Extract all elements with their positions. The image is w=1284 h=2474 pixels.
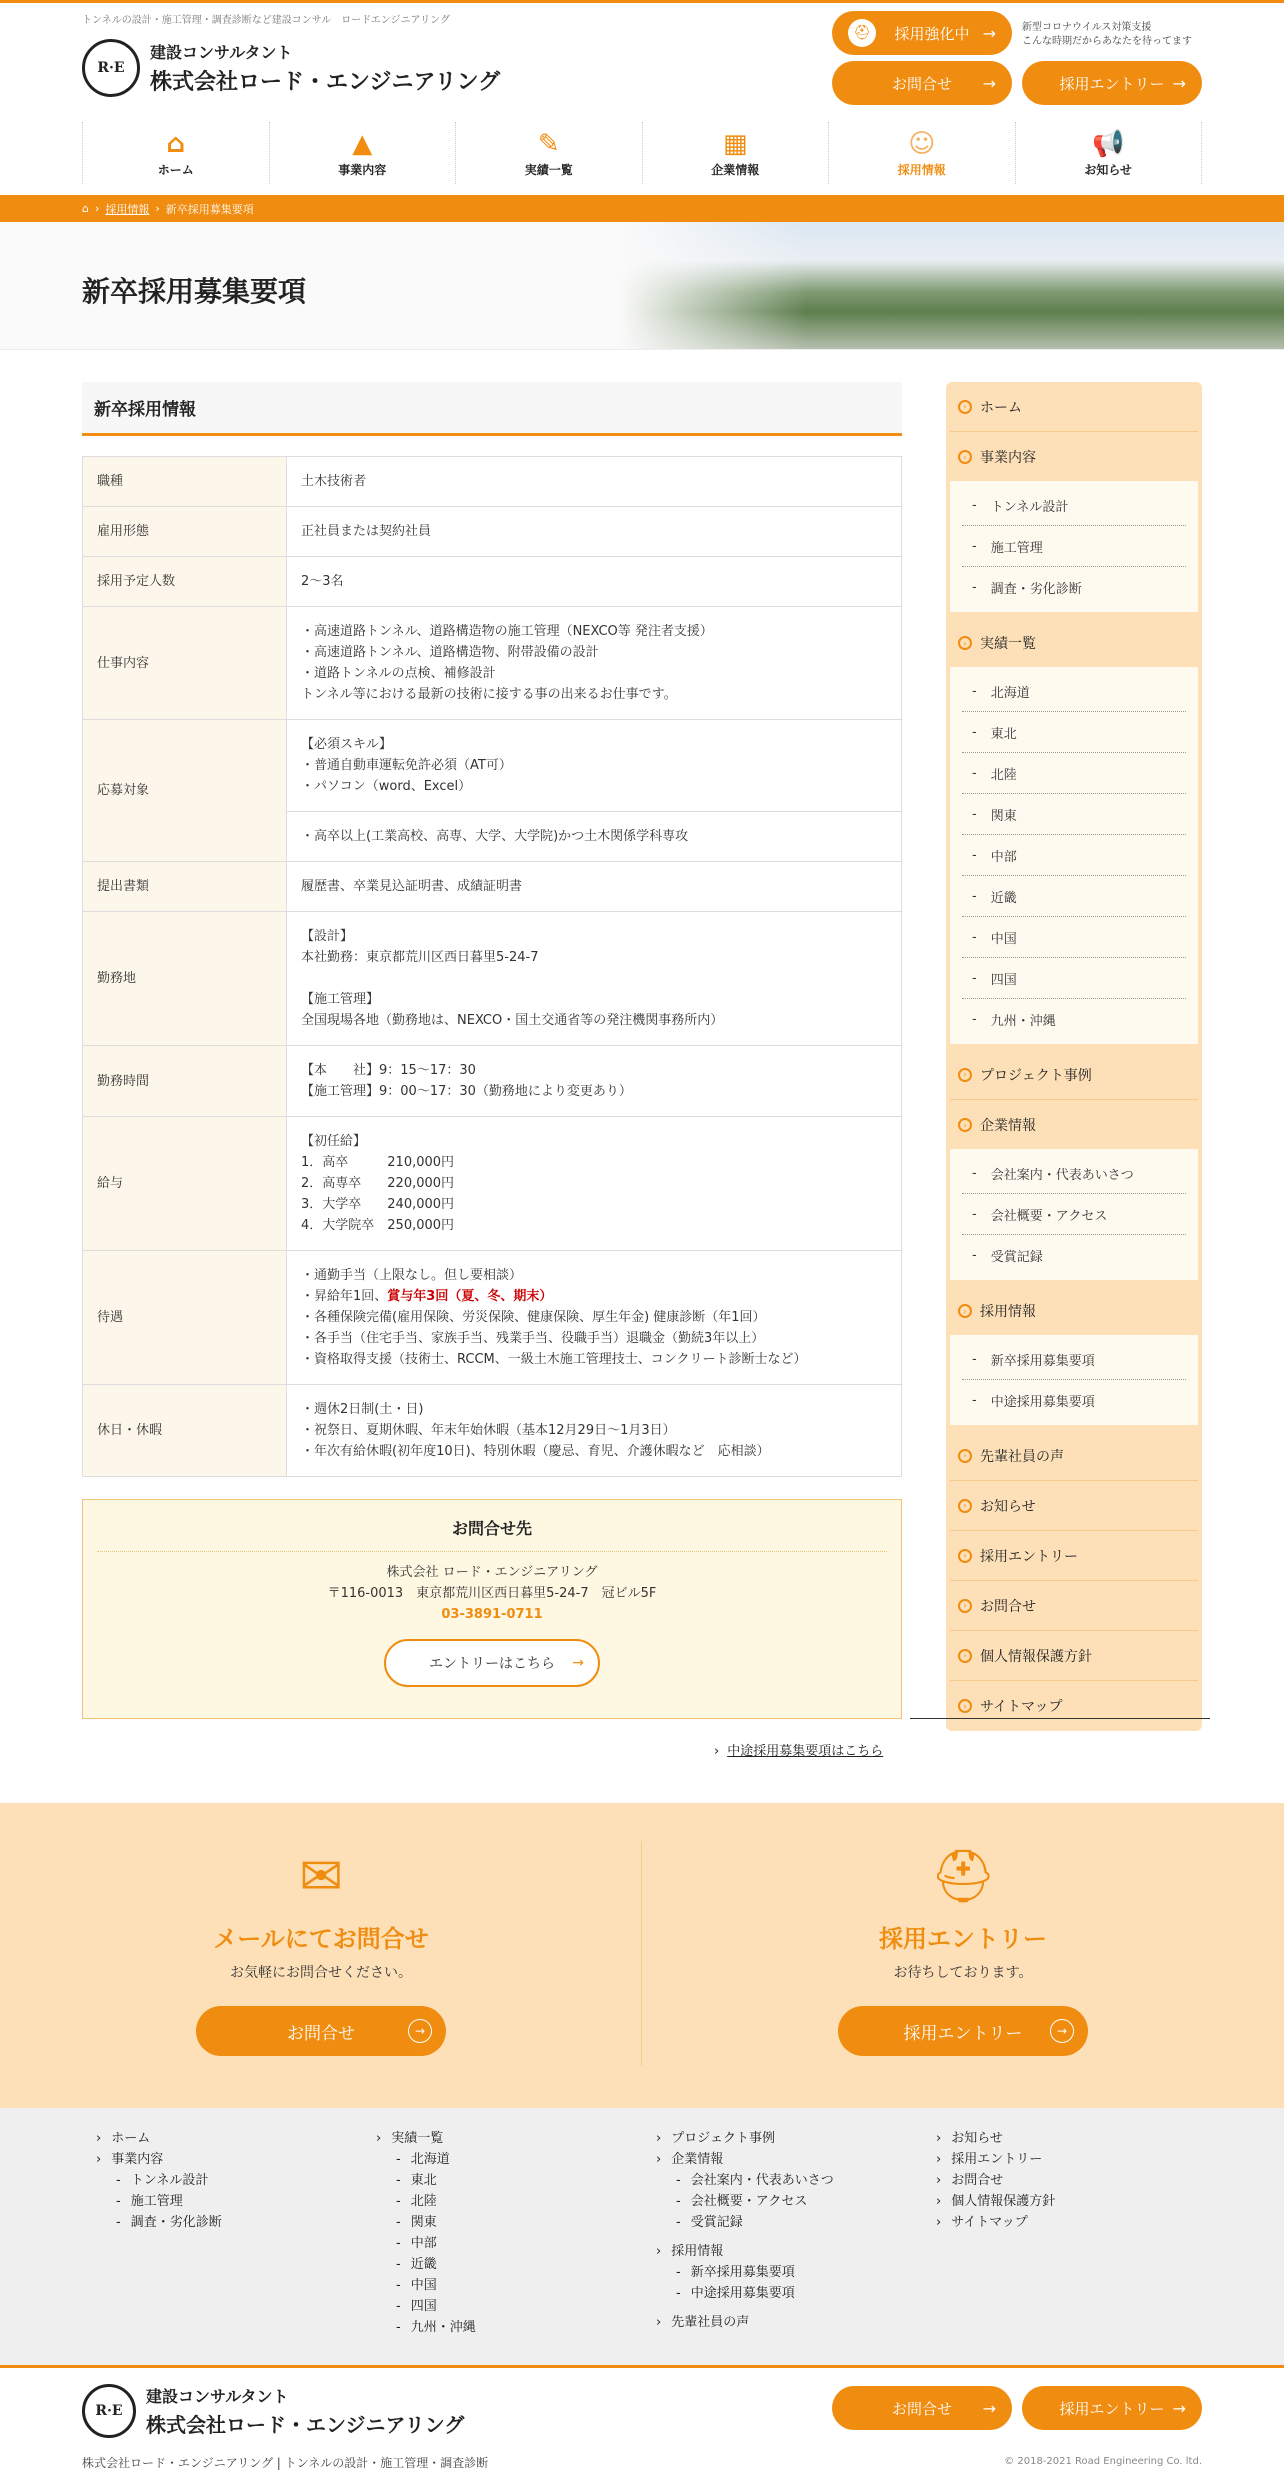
contact-box [82, 1499, 902, 1719]
cta-entry-label: 採用エントリー [903, 2023, 1023, 2044]
sidebar-subitem[interactable]: - 中途採用募集要項 [962, 1380, 1186, 1421]
cta-entry-button[interactable] [838, 2006, 1088, 2056]
home-icon[interactable]: ⌂ [82, 202, 89, 215]
footer-sublink[interactable]: - 北海道 [376, 2149, 476, 2170]
logo-subtitle: 建設コンサルタント [150, 43, 293, 62]
chevron-circle-icon: › [958, 636, 972, 650]
table-row [83, 862, 902, 912]
chevron-circle-icon: › [958, 1649, 972, 1663]
sidebar-sublist [950, 481, 1198, 612]
logo-subtitle: 建設コンサルタント [146, 2387, 289, 2406]
row-line: 【施工管理】 [301, 992, 380, 1007]
row-line: ・祝祭日、夏期休暇、年末年始休暇（基本12月29日～1月3日） [301, 1423, 676, 1438]
table-row [83, 1046, 902, 1117]
footer-col [96, 2128, 222, 2233]
worker-icon: ⛑ [929, 1847, 996, 1907]
row-line [301, 1286, 887, 1307]
site-footer [0, 2365, 1284, 2474]
sidebar-subitem[interactable]: - 北陸 [962, 753, 1186, 794]
sidebar-subitem[interactable]: - 会社案内・代表あいさつ [962, 1153, 1186, 1194]
row-line: 1．高卒 210,000円 [301, 1155, 455, 1170]
sidebar-subitem[interactable]: - 関東 [962, 794, 1186, 835]
footer-entry-button[interactable] [1022, 2386, 1202, 2430]
chevron-circle-icon: › [958, 1449, 972, 1463]
footer-link[interactable]: › 採用情報 [656, 2241, 834, 2262]
cta-mail-text: お気軽にお問合せください。 [230, 1965, 412, 1981]
nav-news-label: お知らせ [1084, 162, 1133, 177]
sidebar-label: サイトマップ [980, 1699, 1063, 1715]
row-line: ・パソコン（word、Excel） [301, 779, 472, 794]
row-value: ・高卒以上(工業高校、高専、大学、大学院)かつ土木関係学科専攻 [287, 812, 902, 862]
chevron-circle-icon: › [958, 1499, 972, 1513]
row-value: 2～3名 [287, 557, 902, 607]
sidebar-label: 先輩社員の声 [980, 1448, 1064, 1465]
chevron-circle-icon: › [958, 450, 972, 464]
logo-mark: R·E [82, 2384, 136, 2438]
row-value [287, 720, 902, 812]
sidebar-item-company[interactable] [950, 1100, 1198, 1150]
sidebar-label: プロジェクト事例 [980, 1067, 1092, 1084]
nav-company[interactable] [642, 122, 829, 184]
cta-section [0, 1803, 1284, 2108]
bonus-highlight: 賞与年3回（夏、冬、期末） [387, 1289, 553, 1304]
sidebar-sublist [950, 1149, 1198, 1280]
footer-link[interactable]: › 先輩社員の声 [656, 2312, 834, 2333]
sidebar-subitem[interactable]: - 中部 [962, 835, 1186, 876]
table-row [83, 1385, 902, 1477]
row-line: トンネル等における最新の技術に接する事の出来るお仕事です。 [301, 687, 677, 702]
page-title: 新卒採用募集要項 [82, 275, 307, 308]
footer-link[interactable]: › 採用エントリー [936, 2149, 1055, 2170]
excavator-icon: ✎ [537, 128, 560, 159]
sidebar-label: お知らせ [980, 1498, 1036, 1515]
sidebar-item-recruit[interactable] [950, 1286, 1198, 1336]
contact-address: 〒116-0013 東京都荒川区西日暮里5-24-7 冠ビル5F [327, 1586, 657, 1601]
nav-results[interactable] [455, 122, 642, 184]
copyright: © 2018-2021 Road Engineering Co. ltd. [1004, 2456, 1202, 2467]
row-value [287, 912, 902, 1046]
sidebar-item-home[interactable] [950, 382, 1198, 432]
row-line: ・週休2日制(土・日) [301, 1402, 424, 1417]
footer-link[interactable]: › サイトマップ [936, 2212, 1055, 2233]
row-value [287, 1385, 902, 1477]
footer-link[interactable]: › 事業内容 [96, 2149, 222, 2170]
footer-logo[interactable] [82, 2384, 464, 2438]
header-entry-button[interactable] [1022, 61, 1202, 105]
breadcrumb-current: 新卒採用募集要項 [165, 202, 254, 216]
sidebar-subitem[interactable]: - 会社概要・アクセス [962, 1194, 1186, 1235]
row-value [287, 1251, 902, 1385]
sidebar-subitem[interactable]: - 九州・沖縄 [962, 999, 1186, 1040]
footer-sublink[interactable]: - 受賞記録 [656, 2212, 834, 2233]
footer-sublink[interactable]: - 調査・劣化診断 [96, 2212, 222, 2233]
sidebar-subitem[interactable]: - トンネル設計 [962, 485, 1186, 526]
row-line: 3．大学卒 240,000円 [301, 1197, 455, 1212]
header-contact-button[interactable] [832, 61, 1012, 105]
megaphone-icon: 📢 [1092, 128, 1125, 159]
worker-icon: ☺ [908, 128, 936, 159]
sidebar-label: 採用エントリー [980, 1548, 1078, 1565]
nav-news[interactable] [1015, 122, 1203, 184]
row-line: 2．高専卒 220,000円 [301, 1176, 455, 1191]
tagline: トンネルの設計・施工管理・調査診断など建設コンサル ロードエンジニアリング [82, 15, 450, 26]
footer-sublink[interactable]: - 新卒採用募集要項 [656, 2262, 834, 2283]
cta-entry-text: お待ちしております。 [893, 1965, 1033, 1981]
sidebar-subitem[interactable]: - 中国 [962, 917, 1186, 958]
cta-mail-title: メールにてお問合せ [213, 1925, 429, 1953]
contact-title: お問合せ先 [451, 1519, 532, 1538]
sidebar-label: 企業情報 [980, 1118, 1036, 1134]
nav-home[interactable] [82, 122, 269, 184]
entry-link-button[interactable] [384, 1639, 600, 1687]
sidebar-item-results[interactable] [950, 618, 1198, 668]
chevron-circle-icon: › [958, 1118, 972, 1132]
footer-link[interactable]: › お問合せ [936, 2170, 1055, 2191]
footer-sublink[interactable]: - 関東 [376, 2212, 476, 2233]
contact-tel[interactable]: 03-3891-0711 [441, 1607, 543, 1622]
arrow-right-icon: → [1050, 2019, 1074, 2043]
entry-link-label: エントリーはこちら [429, 1656, 555, 1672]
logo-mark: R·E [82, 39, 140, 97]
footer-sublink[interactable]: - 四国 [376, 2296, 476, 2317]
chevron-circle-icon: › [958, 1304, 972, 1318]
sidebar-item-entry[interactable] [950, 1531, 1198, 1581]
sidebar-subitem[interactable]: - 新卒採用募集要項 [962, 1339, 1186, 1380]
row-value: 正社員または契約社員 [287, 507, 902, 557]
sidebar-label: 個人情報保護方針 [980, 1648, 1092, 1665]
row-line: ・各種保険完備(雇用保険、労災保険、健康保険、厚生年金) 健康診断（年1回） [301, 1310, 766, 1325]
logo-title: 株式会社ロード・エンジニアリング [150, 70, 501, 95]
breadcrumb-separator: › [94, 202, 100, 215]
row-header: 給与 [83, 1117, 287, 1251]
table-row [83, 1251, 902, 1385]
row-line: ・年次有給休暇(初年度10日)、特別休暇（慶忌、育児、介護休暇など 応相談） [301, 1444, 770, 1459]
row-value [287, 607, 902, 720]
row-line: 【本 社】9：15～17：30 [301, 1063, 476, 1078]
footer-link[interactable]: › お知らせ [936, 2128, 1055, 2149]
sidebar-sublist [950, 667, 1198, 1044]
header-entry-label: 採用エントリー [1059, 74, 1165, 93]
row-line: ・各手当（住宅手当、家族手当、残業手当、役職手当）退職金（勤続3年以上） [301, 1331, 765, 1346]
table-row [83, 457, 902, 507]
sidebar-item-business[interactable] [950, 432, 1198, 482]
divider [97, 1551, 887, 1552]
row-line: ・道路トンネルの点検、補修設計 [301, 666, 496, 681]
cta-mail [0, 1803, 642, 2108]
sidebar-subitem[interactable]: - 近畿 [962, 876, 1186, 917]
row-header: 勤務地 [83, 912, 287, 1046]
recruit-campaign-label: 採用強化中 [894, 24, 970, 43]
footer-sublink[interactable]: - 中途採用募集要項 [656, 2283, 834, 2304]
breadcrumb-link-recruit[interactable]: 採用情報 [105, 202, 150, 216]
row-line: ・資格取得支援（技術士、RCCM、一級土木施工管理技士、コンクリート診断士など） [301, 1352, 807, 1367]
row-header: 仕事内容 [83, 607, 287, 720]
sidebar-subitem[interactable]: - 調査・劣化診断 [962, 567, 1186, 608]
row-line: 全国現場各地（勤務地は、NEXCO・国土交通省等の発注機関事務所内） [301, 1013, 724, 1028]
chevron-circle-icon: › [958, 1068, 972, 1082]
row-header: 雇用形態 [83, 507, 287, 557]
footer-sublink[interactable]: - 会社概要・アクセス [656, 2191, 834, 2212]
site-header [0, 3, 1284, 113]
nav-home-label: ホーム [157, 162, 194, 177]
arrow-right-icon: → [408, 2019, 432, 2043]
sidebar-subitem[interactable]: - 東北 [962, 712, 1186, 753]
cta-entry [642, 1803, 1284, 2108]
sidebar-label: 採用情報 [980, 1304, 1036, 1320]
building-icon: ▦ [722, 128, 748, 159]
sidebar-item-news[interactable] [950, 1481, 1198, 1531]
footer-col [656, 2128, 834, 2333]
footer-sublink[interactable]: - 近畿 [376, 2254, 476, 2275]
table-row [83, 912, 902, 1046]
cta-contact-button[interactable] [196, 2006, 446, 2056]
footer-sublink[interactable]: - トンネル設計 [96, 2170, 222, 2191]
section-title: 新卒採用情報 [82, 382, 902, 436]
hero-landscape-image [620, 222, 1284, 350]
chevron-circle-icon: › [958, 400, 972, 414]
arrow-right-icon: → [1172, 73, 1186, 93]
row-value [287, 1046, 902, 1117]
nav-recruit[interactable] [828, 122, 1015, 184]
footer-col [936, 2128, 1055, 2233]
envelope-icon: ✉ [299, 1847, 343, 1907]
footer-contact-button[interactable] [832, 2386, 1012, 2430]
row-value: 土木技術者 [287, 457, 902, 507]
sidebar-item-projects[interactable] [950, 1050, 1198, 1100]
row-line: ・高速道路トンネル、道路構造物、附帯設備の設計 [301, 645, 599, 660]
footer-contact-label: お問合せ [891, 2399, 952, 2418]
site-logo[interactable] [82, 39, 500, 97]
covid-line-2: こんな時期だからあなたを待ってます [1022, 36, 1192, 47]
footer-link[interactable]: › ホーム [96, 2128, 222, 2149]
row-line: ・通勤手当（上限なし。但し要相談） [301, 1268, 523, 1283]
global-nav [82, 122, 1202, 184]
logo-title: 株式会社ロード・エンジニアリング [146, 2413, 465, 2437]
footer-col [376, 2128, 476, 2338]
arrow-right-icon: → [1172, 2398, 1186, 2418]
row-header: 提出書類 [83, 862, 287, 912]
footer-sublink[interactable]: - 九州・沖縄 [376, 2317, 476, 2338]
footer-sublink[interactable]: - 北陸 [376, 2191, 476, 2212]
mid-career-link-label: 中途採用募集要項はこちら [727, 1744, 884, 1759]
cta-contact-label: お問合せ [287, 2023, 355, 2044]
sidebar-item-contact[interactable] [950, 1581, 1198, 1631]
row-line: 【初任給】 [301, 1134, 367, 1149]
sidebar-label: ホーム [980, 399, 1022, 416]
row-line: 【施工管理】9：00～17：30（勤務地により変更あり） [301, 1084, 632, 1099]
table-row [83, 1117, 902, 1251]
sidebar-subitem[interactable]: - 四国 [962, 958, 1186, 999]
nav-recruit-label: 採用情報 [897, 162, 946, 177]
sidebar-nav [946, 382, 1202, 1731]
row-header: 待遇 [83, 1251, 287, 1385]
breadcrumb-separator: › [155, 202, 160, 215]
row-header: 採用予定人数 [83, 557, 287, 607]
row-line: 4．大学院卒 250,000円 [301, 1218, 455, 1233]
footer-entry-label: 採用エントリー [1059, 2399, 1165, 2418]
row-line: 【必須スキル】 [301, 737, 392, 752]
row-header: 応募対象 [83, 720, 287, 862]
arrow-right-icon: → [572, 1655, 584, 1671]
nav-company-label: 企業情報 [711, 162, 760, 177]
footer-sublink[interactable]: - 会社案内・代表あいさつ [656, 2170, 834, 2191]
sidebar-divider [910, 1718, 1210, 1719]
nav-business[interactable] [269, 122, 456, 184]
covid-notice [1022, 21, 1192, 49]
sidebar-subitem[interactable]: - 施工管理 [962, 526, 1186, 567]
sidebar-sublist [950, 1335, 1198, 1425]
row-line: ・高速道路トンネル、道路構造物の施工管理（NEXCO等 発注者支援） [301, 624, 713, 639]
cta-entry-title: 採用エントリー [879, 1925, 1047, 1953]
sidebar-subitem[interactable]: - 受賞記録 [962, 1235, 1186, 1276]
sidebar-label: お問合せ [980, 1598, 1036, 1615]
table-row [83, 507, 902, 557]
helmet-icon: ⛑ [848, 19, 876, 47]
footer-sublink[interactable]: - 施工管理 [96, 2191, 222, 2212]
sidebar-item-voice[interactable] [950, 1431, 1198, 1481]
sidebar-item-privacy[interactable] [950, 1631, 1198, 1681]
row-line: 本社勤務：東京都荒川区西日暮里5-24-7 [301, 950, 539, 965]
sidebar-item-sitemap[interactable] [950, 1681, 1198, 1731]
arrow-right-icon: → [982, 73, 996, 93]
footer-link[interactable]: › 企業情報 [656, 2149, 834, 2170]
chevron-circle-icon: › [958, 1549, 972, 1563]
sidebar-label: 事業内容 [980, 450, 1036, 466]
arrow-right-icon: → [982, 23, 996, 43]
table-row [83, 557, 902, 607]
raise-text: ・昇給年1回、 [301, 1289, 388, 1304]
row-value [287, 1117, 902, 1251]
footer-link[interactable]: › プロジェクト事例 [656, 2128, 834, 2149]
chevron-circle-icon: › [958, 1699, 972, 1713]
sidebar-subitem[interactable]: - 北海道 [962, 671, 1186, 712]
footer-sublink[interactable]: - 中部 [376, 2233, 476, 2254]
row-header: 職種 [83, 457, 287, 507]
main-content [82, 382, 902, 1719]
nav-results-label: 実績一覧 [524, 162, 573, 177]
row-header: 休日・休暇 [83, 1385, 287, 1477]
arrow-right-icon: → [982, 2398, 996, 2418]
recruit-campaign-button[interactable] [832, 11, 1012, 55]
page-hero [0, 222, 1284, 350]
sidebar-label: 実績一覧 [980, 636, 1036, 652]
contact-company: 株式会社 ロード・エンジニアリング [386, 1565, 598, 1580]
nav-business-label: 事業内容 [338, 162, 387, 177]
footer-sublink[interactable]: - 東北 [376, 2170, 476, 2191]
row-header: 勤務時間 [83, 1046, 287, 1117]
row-value: 履歴書、卒業見込証明書、成績証明書 [287, 862, 902, 912]
chevron-circle-icon: › [958, 1599, 972, 1613]
header-contact-label: お問合せ [891, 74, 952, 93]
footer-link[interactable]: › 実績一覧 [376, 2128, 476, 2149]
breadcrumb [0, 195, 1284, 222]
mid-career-link[interactable]: › 中途採用募集要項はこちら [714, 1744, 884, 1759]
footer-link[interactable]: › 個人情報保護方針 [936, 2191, 1055, 2212]
table-row [83, 607, 902, 720]
footer-nav [0, 2108, 1284, 2365]
footer-company-text: 株式会社ロード・エンジニアリング | トンネルの設計・施工管理・調査診断 [82, 2456, 489, 2470]
recruit-info-table [82, 456, 902, 1477]
mountain-icon: ▲ [352, 128, 373, 159]
home-icon: ⌂ [166, 128, 186, 159]
footer-sublink[interactable]: - 中国 [376, 2275, 476, 2296]
table-row [83, 720, 902, 812]
row-line: ・普通自動車運転免許必須（AT可） [301, 758, 512, 773]
covid-line-1: 新型コロナウイルス対策支援 [1022, 22, 1152, 33]
row-line: 【設計】 [301, 929, 354, 944]
